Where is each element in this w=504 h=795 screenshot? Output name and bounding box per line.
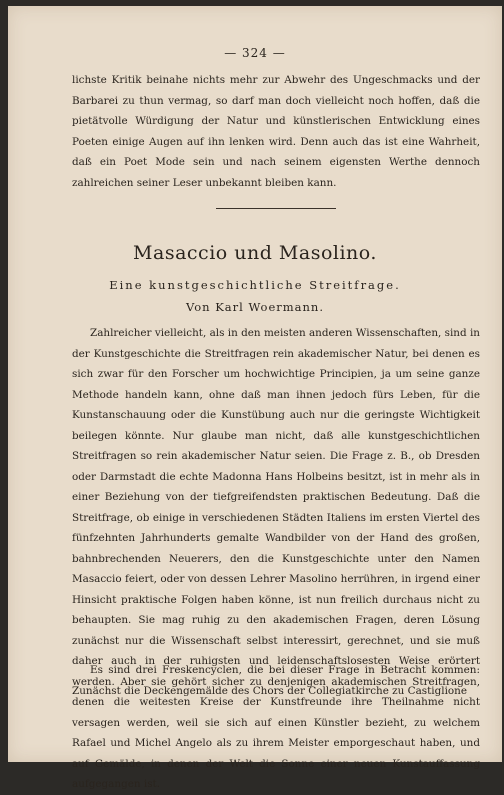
article-subtitle: Eine kunstgeschichtliche Streitfrage. — [109, 278, 401, 292]
book-page — [8, 6, 502, 790]
intro-paragraph: lichste Kritik beinahe nichts mehr zur Abwehr des Ungeschmacks und der Barbarei zu thun vermag, so darf man doch vielleicht noch hoffen, daß die pietätvolle Würdigung der Natur und künstlerischen Entwicklung eines Poeten einige Augen auf ihn lenken wird. Denn auch das ist eine Wahrheit, daß ein Poet Mode sein und nach seinem eigensten Werthe dennoch zahlreichen seiner Leser unbekannt bleiben kann. — [72, 74, 480, 189]
article-author: Von Karl Woermann. — [185, 300, 324, 314]
article-paragraph-1: Zahlreicher vielleicht, als in den meisten anderen Wissenschaften, sind in der Kunstgeschichte die Streitfragen rein akademischer Natur, bei denen es sich zwar für den Forscher um hochwichtige Principien, ja um seine ganze Methode handeln kann, ohne daß man ihnen jedoch fürs Leben, für die Kunstanschauung oder die Kunstübung auch nur die geringste Wichtigkeit beilegen könnte. Nur glaube man nicht, daß alle kunstgeschichtlichen Streitfragen so rein akademischer Natur seien. Die Frage z. B., ob Dresden oder Darmstadt die echte Madonna Hans Holbeins besitzt, ist in mehr als in einer Beziehung von der tiefgreifendsten praktischen Bedeutung. Daß die Streitfrage, ob einige in verschiedenen Städten Italiens im ersten Viertel des fünfzehnten Jahrhunderts gemalte Wandbilder von der Hand des großen, bahnbrechenden Neuerers, den die Kunstgeschichte unter den Namen Masaccio feiert, oder von dessen Lehrer Masolino herrühren, in irgend einer Hinsicht praktische Folgen haben könne, ist nun freilich durchaus nicht zu behaupten. Sie mag ruhig zu den akademischen Fragen, deren Lösung zunächst nur die Wissenschaft selbst interessirt, gerechnet, und sie muß daher auch in der ruhigsten und leidenschaftslosesten Weise erörtert werden. Aber sie gehört sicher zu denjenigen akademischen Streitfragen, denen die weitesten Kreise der Kunstfreunde ihre Theilnahme nicht versagen werden, weil sie sich auf einen Künstler bezieht, zu welchem Rafael und Michel Angelo als zu ihrem Meister emporgeschaut haben, und auf Gemälde, in denen der Welt die Sonne einer neuen Kunstauffassung aufgegangen ist. — [72, 327, 480, 790]
page-number: — 324 — — [224, 46, 286, 60]
article-title: Masaccio und Masolino. — [133, 242, 377, 264]
section-divider — [216, 208, 336, 209]
article-paragraph-2: Es sind drei Freskencyclen, die bei dieser Frage in Betracht kommen: Zunächst die Deckengemälde des Chors der Collegiatkirche zu Castiglione — [72, 664, 480, 697]
